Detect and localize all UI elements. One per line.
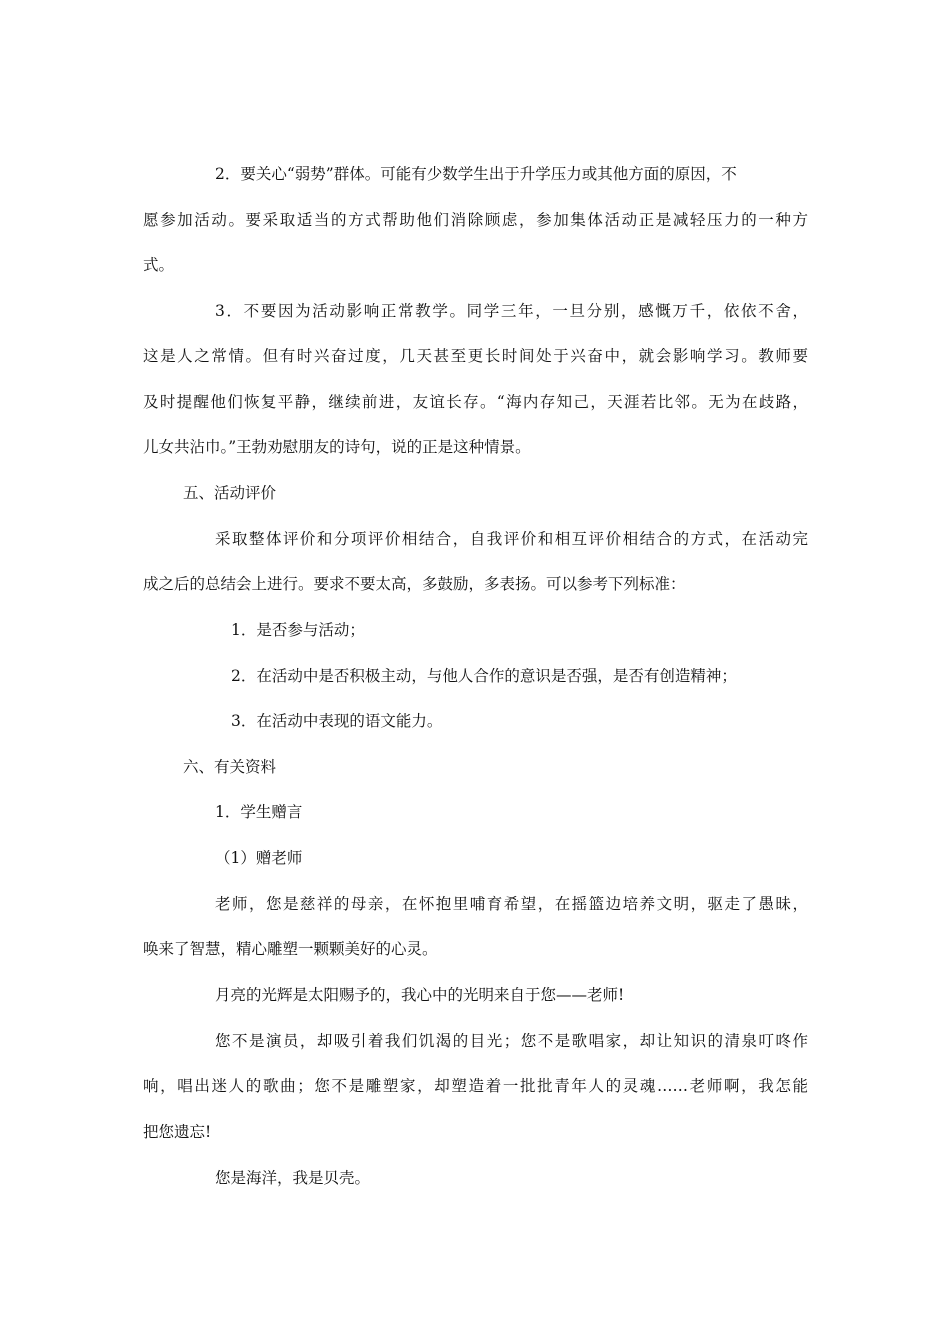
paragraph-4-line-1: 老师，您是慈祥的母亲，在怀抱里哺育希望，在摇篮边培养文明，驱走了愚昧， <box>215 895 808 913</box>
paragraph-5: 月亮的光辉是太阳赐予的，我心中的光明来自于您——老师! <box>215 986 625 1004</box>
paragraph-3-line-1: 采取整体评价和分项评价相结合，自我评价和相互评价相结合的方式，在活动完 <box>215 530 808 548</box>
paragraph-6-line-1: 您不是演员，却吸引着我们饥渴的目光；您不是歌唱家，却让知识的清泉叮咚作 <box>215 1032 808 1050</box>
criteria-item-3: 3．在活动中表现的语文能力。 <box>231 712 443 730</box>
paragraph-2-line-2: 这是人之常情。但有时兴奋过度，几天甚至更长时间处于兴奋中，就会影响学习。教师要 <box>143 347 808 365</box>
paragraph-4-line-2: 唤来了智慧，精心雕塑一颗颗美好的心灵。 <box>143 940 438 958</box>
section-heading-5: 五、活动评价 <box>183 484 277 502</box>
paragraph-6-line-2: 响，唱出迷人的歌曲；您不是雕塑家，却塑造着一批批青年人的灵魂……老师啊，我怎能 <box>143 1077 808 1095</box>
paragraph-6-line-3: 把您遗忘! <box>143 1123 212 1141</box>
paragraph-7: 您是海洋，我是贝壳。 <box>215 1169 371 1187</box>
subheading-student-messages: 1．学生赠言 <box>215 803 303 821</box>
paragraph-2-line-1: 3．不要因为活动影响正常教学。同学三年，一旦分别，感慨万千，依依不舍， <box>215 302 808 320</box>
paragraph-2-line-4: 儿女共沾巾。”王勃劝慰朋友的诗句，说的正是这种情景。 <box>143 438 531 456</box>
criteria-item-1: 1．是否参与活动； <box>231 621 365 639</box>
paragraph-2-line-3: 及时提醒他们恢复平静，继续前进，友谊长存。“海内存知己，天涯若比邻。无为在歧路， <box>143 393 808 411</box>
paragraph-3-line-2: 成之后的总结会上进行。要求不要太高，多鼓励，多表扬。可以参考下列标准： <box>143 575 686 593</box>
criteria-item-2: 2．在活动中是否积极主动，与他人合作的意识是否强，是否有创造精神； <box>231 667 737 685</box>
subheading-to-teacher: （1）赠老师 <box>215 849 303 867</box>
section-heading-6: 六、有关资料 <box>183 758 277 776</box>
paragraph-1-line-1: 2．要关心“弱势”群体。可能有少数学生出于升学压力或其他方面的原因，不 <box>215 165 737 183</box>
paragraph-1-line-2: 愿参加活动。要采取适当的方式帮助他们消除顾虑，参加集体活动正是减轻压力的一种方 <box>143 211 808 229</box>
paragraph-1-line-3: 式。 <box>143 256 175 274</box>
